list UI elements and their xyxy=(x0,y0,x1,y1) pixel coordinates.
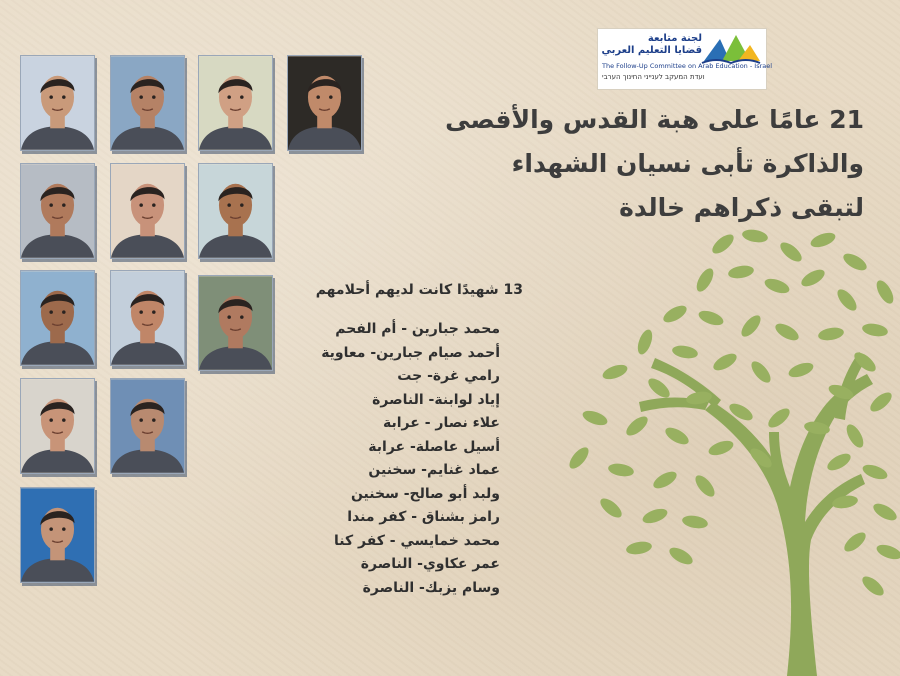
martyr-portrait-photo xyxy=(198,163,273,259)
tree-leaf xyxy=(625,540,653,556)
tree-leaf xyxy=(641,506,670,526)
tree-leaf xyxy=(693,266,716,295)
headline-line2: والذاكرة تأبى نسيان الشهداء xyxy=(511,149,864,178)
tree-leaf xyxy=(859,573,887,599)
martyr-name-item: عمر عكاوي- الناصرة xyxy=(360,556,500,572)
tree-leaf xyxy=(871,500,900,523)
tree-leaf xyxy=(787,360,816,380)
martyr-name-list xyxy=(280,318,500,600)
logo-arabic-line1: لجنة متابعة xyxy=(647,33,702,44)
martyr-portrait-photo xyxy=(20,163,95,259)
tree-leaf xyxy=(581,408,610,428)
tree-leaf xyxy=(843,422,866,451)
tree-leaf xyxy=(601,362,630,382)
martyr-portrait-photo xyxy=(20,55,95,151)
tree-leaf xyxy=(861,462,890,482)
tree-leaf xyxy=(861,322,889,338)
tree-leaf xyxy=(681,514,709,530)
tree-leaf xyxy=(817,326,845,342)
martyr-name-item: محمد جبارين - أم الفحم xyxy=(335,321,500,337)
martyr-portrait-photo xyxy=(20,487,95,583)
tree-leaf xyxy=(809,230,838,250)
martyr-portrait-photo xyxy=(20,378,95,474)
tree-leaf xyxy=(867,389,895,415)
tree-leaf xyxy=(663,424,692,447)
tree-leaf xyxy=(661,302,690,325)
tree-leaf xyxy=(741,228,769,244)
martyr-portrait-photo xyxy=(110,270,185,366)
martyr-portrait-photo xyxy=(287,55,362,151)
martyr-name-item: إياد لوابنة- الناصرة xyxy=(372,391,500,408)
martyr-name-item: رامي غرة- جت xyxy=(397,368,500,384)
tree-leaf xyxy=(763,276,792,296)
tree-leaf xyxy=(667,544,696,567)
tree-leaf xyxy=(841,250,870,273)
logo-english-text: The Follow-Up Committee on Arab Education - Israel xyxy=(602,62,773,70)
tree-leaf xyxy=(799,266,828,289)
tree-leaf xyxy=(623,413,651,439)
tree-leaf xyxy=(651,468,680,491)
tree-leaf xyxy=(607,462,635,478)
tree-leaf xyxy=(727,264,755,280)
olive-tree-illustration xyxy=(555,222,900,676)
tree-leaf xyxy=(566,444,592,472)
tree-leaf xyxy=(841,529,869,555)
tree-leaf xyxy=(697,308,726,328)
martyr-name-item: أحمد صيام جبارين- معاوية xyxy=(321,344,500,361)
subtitle: 13 شهيدًا كانت لديهم أحلامهم xyxy=(315,282,523,298)
tree-leaf xyxy=(777,239,805,265)
martyr-name-item: وسام يزبك- الناصرة xyxy=(362,579,500,596)
martyr-portrait-photo xyxy=(110,163,185,259)
martyr-name-item: محمد خمايسي - كفر كنا xyxy=(334,532,500,549)
tree-leaf xyxy=(597,495,625,521)
tree-leaf xyxy=(873,278,896,307)
headline-line1: 21 عامًا على هبة القدس والأقصى xyxy=(445,105,864,134)
headline-line3: لتبقى ذكراهم خالدة xyxy=(619,193,864,222)
tree-leaf xyxy=(748,358,774,386)
tree-leaf xyxy=(765,405,793,431)
tree-leaf xyxy=(875,542,900,562)
martyr-portrait-photo xyxy=(110,378,185,474)
martyr-portrait-photo xyxy=(198,275,273,371)
headline xyxy=(344,98,864,230)
martyr-portrait-photo xyxy=(198,55,273,151)
martyr-name-item: أسيل عاصلة- عرابة xyxy=(368,438,500,455)
tree-leaf xyxy=(635,328,655,357)
tree-leaf xyxy=(834,286,860,314)
tree-leaf xyxy=(692,472,718,500)
logo-hebrew-text: ועדת המעקב לענייני החינוך הערבי xyxy=(602,73,705,81)
martyr-name-item: علاء نصار - عرابة xyxy=(383,415,500,431)
tree-leaf xyxy=(709,231,737,257)
logo-arabic-line2: قضايا التعليم العربي xyxy=(601,45,702,56)
tree-leaf xyxy=(773,320,802,343)
martyr-name-item: عماد غنايم- سخنين xyxy=(368,462,500,478)
tree-leaf xyxy=(711,350,740,373)
tree-leaf xyxy=(825,450,854,473)
martyr-name-item: ولبد أبو صالح- سخنين xyxy=(350,485,500,502)
tree-leaf xyxy=(738,312,764,340)
tree-leaf xyxy=(707,438,736,458)
follow-up-committee-logo xyxy=(597,28,773,90)
martyr-portrait-photo xyxy=(110,55,185,151)
martyr-portrait-photo xyxy=(20,270,95,366)
martyr-name-item: رامز بشناق - كفر مندا xyxy=(347,509,500,525)
tree-leaf xyxy=(671,344,699,360)
tree-leaf xyxy=(645,375,673,401)
